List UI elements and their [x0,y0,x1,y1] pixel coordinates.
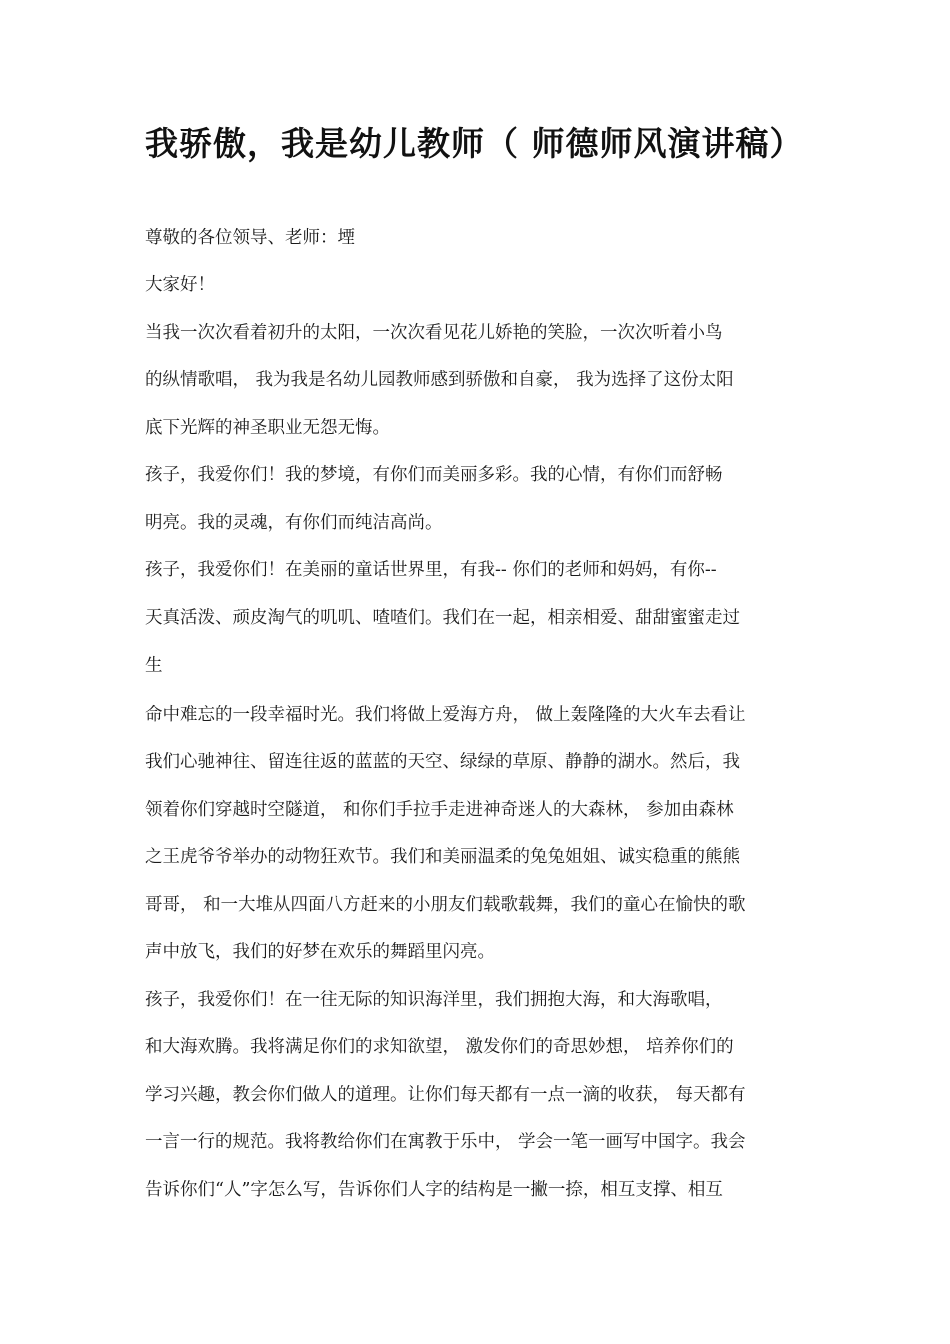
text-line: 哥哥， 和一大堆从四面八方赶来的小朋友们载歌载舞，我们的童心在愉快的歌 [145,895,746,915]
text-line: 我们心驰神往、留连往返的蓝蓝的天空、绿绿的草原、静静的湖水。然后，我 [145,752,740,772]
text-line: 当我一次次看着初升的太阳，一次次看见花儿娇艳的笑脸，一次次听着小鸟 [145,323,723,343]
text-line: 领着你们穿越时空隧道， 和你们手拉手走进神奇迷人的大森林， 参加由森林 [145,800,734,820]
text-line: 大家好！ [145,275,215,295]
text-line: 天真活泼、顽皮淘气的叽叽、喳喳们。我们在一起，相亲相爱、甜甜蜜蜜走过 [145,608,740,628]
text-line: 底下光辉的神圣职业无怨无悔。 [145,418,390,438]
text-line: 一言一行的规范。我将教给你们在寓教于乐中， 学会一笔一画写中国字。我会 [145,1132,746,1152]
text-line: 尊敬的各位领导、老师：堙 [145,228,355,248]
text-line: 孩子，我爱你们！我的梦境，有你们而美丽多彩。我的心情，有你们而舒畅 [145,465,723,485]
text-line: 命中难忘的一段幸福时光。我们将做上爱海方舟， 做上轰隆隆的大火车去看让 [145,705,746,725]
text-line: 之王虎爷爷举办的动物狂欢节。我们和美丽温柔的兔兔姐姐、诚实稳重的熊熊 [145,847,740,867]
text-line: 告诉你们“人”字怎么写，告诉你们人字的结构是一撇一捺，相互支撑、相互 [145,1180,723,1200]
text-line: 的纵情歌唱， 我为我是名幼儿园教师感到骄傲和自豪， 我为选择了这份太阳 [145,370,734,390]
text-line: 声中放飞，我们的好梦在欢乐的舞蹈里闪亮。 [145,942,495,962]
text-line: 孩子，我爱你们！在美丽的童话世界里，有我-- 你们的老师和妈妈，有你-- [145,560,717,580]
document-title: 我骄傲，我是幼儿教师（ 师德师风演讲稿） [145,124,804,163]
text-line: 明亮。我的灵魂，有你们而纯洁高尚。 [145,513,443,533]
text-line: 孩子，我爱你们！在一往无际的知识海洋里，我们拥抱大海，和大海歌唱， [145,990,723,1010]
text-line: 学习兴趣，教会你们做人的道理。让你们每天都有一点一滴的收获， 每天都有 [145,1085,746,1105]
text-line: 和大海欢腾。我将满足你们的求知欲望， 激发你们的奇思妙想， 培养你们的 [145,1037,734,1057]
text-line: 生 [145,656,163,676]
